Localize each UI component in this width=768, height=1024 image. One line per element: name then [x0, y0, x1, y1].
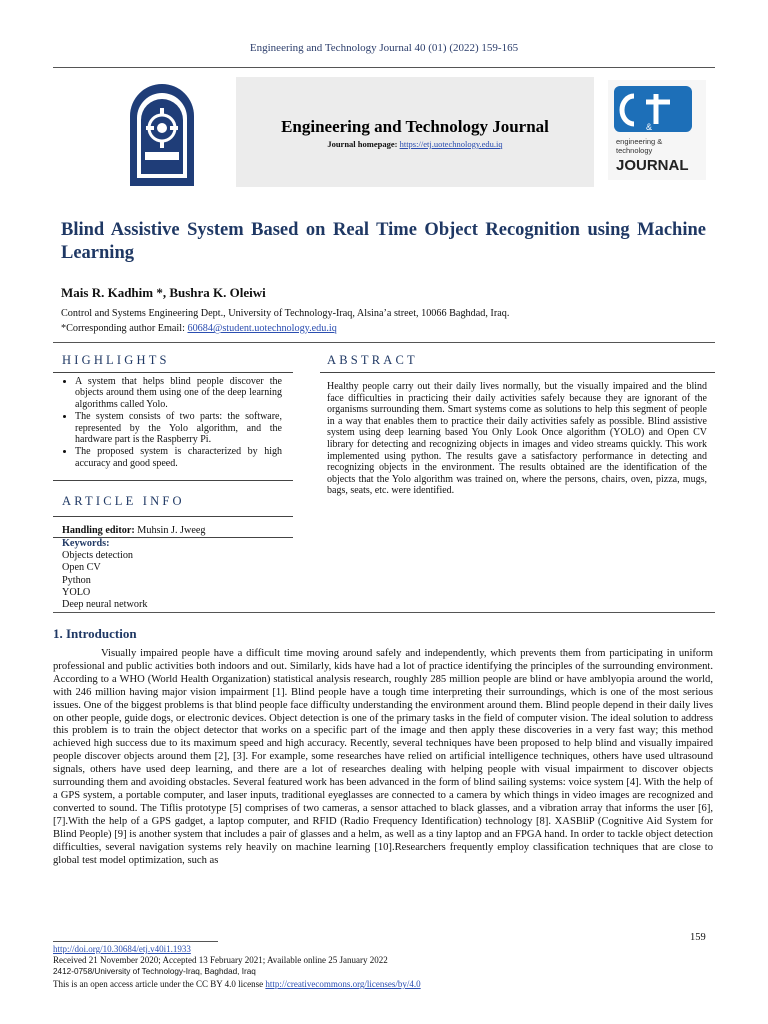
keywords-list: [62, 550, 147, 611]
keywords-label: Keywords:: [62, 538, 110, 549]
homepage-label: Journal homepage:: [327, 139, 398, 149]
university-emblem-icon: [128, 78, 196, 188]
keyword: Python: [62, 574, 91, 586]
svg-text:technology: technology: [616, 146, 653, 155]
svg-text:&: &: [646, 122, 653, 132]
keyword: YOLO: [62, 586, 91, 598]
keyword: Objects detection: [62, 550, 134, 561]
introduction-heading: 1. Introduction: [53, 626, 137, 641]
journal-name: Engineering and Technology Journal: [281, 117, 549, 136]
highlights-rule: [53, 372, 293, 373]
footer-rule: [53, 941, 218, 942]
paper-title: Blind Assistive System Based on Real Time Object Recognition using Machine Learning: [61, 220, 706, 263]
highlight-item: • The proposed system is characterized by high accuracy and good speed.: [75, 446, 282, 469]
corr-label: *Corresponding author Email:: [61, 323, 185, 334]
handling-editor: [62, 525, 206, 536]
header-divider: [53, 67, 715, 68]
journal-citation: Engineering and Technology Journal 40 (01) (2022) 159-165: [249, 42, 519, 54]
abstract-text: Healthy people carry out their daily lives normally, but the visually impaired and the blind face difficulties in practicing their daily activities safely because they are ignorant of the organisms surrounding them. Smart systems come as solutions to help this segment of people in a way that enables them to practice their daily activities safely as possible. Blind assistive system using deep learning based You Only Look Once algorithm (YOLO) and Open CV library for detecting and recognizing objects in images and video streams quickly. This work implemented using python. The results gave a satisfactory performance in detecting and recognizing objects in the environment. The results obtained are the identification of the objects that the Yolo algorithm was trained on, where the persons, chairs, oven, pizza, mugs, bags, seats, etc. were identified.: [327, 381, 707, 497]
doi: [53, 944, 191, 954]
article-info-rule: [53, 516, 293, 517]
abstract-rule: [320, 372, 715, 373]
article-info-heading: ARTICLE INFO: [62, 494, 185, 508]
keyword: Open CV: [62, 562, 101, 574]
keywords-bottom-rule: [53, 612, 715, 613]
highlights-list: [62, 376, 282, 470]
issn: 2412-0758/University of Technology-Iraq, Baghdad, Iraq: [53, 967, 256, 976]
keyword: Deep neural network: [62, 599, 148, 611]
section-divider: [53, 342, 715, 343]
highlight-item: • A system that helps blind people discover the objects around them using one of the deep learning algorithms called Yolo.: [75, 376, 282, 410]
authors: Mais R. Kadhim *, Bushra K. Oleiwi: [61, 285, 266, 300]
received-dates: Received 21 November 2020; Accepted 13 February 2021; Available online 25 January 2022: [53, 955, 388, 965]
license-text: This is an open access article under the CC BY 4.0 license: [53, 979, 264, 989]
et-journal-logo-icon: [608, 80, 706, 180]
corresponding-author: [61, 323, 337, 334]
affiliation: Control and Systems Engineering Dept., University of Technology-Iraq, Alsina’a street, 10066 Baghdad, Iraq.: [61, 308, 510, 319]
corr-email-link[interactable]: 60684@student.uotechnology.edu.iq: [187, 323, 337, 334]
journal-homepage: [236, 139, 594, 149]
highlight-item: • The system consists of two parts: the software, represented by the Yolo algorithm, and the hardware part is the Raspberry Pi.: [75, 411, 282, 445]
university-logo: [128, 78, 196, 188]
highlights-heading: HIGHLIGHTS: [62, 353, 170, 367]
svg-text:engineering &: engineering &: [616, 137, 663, 146]
handling-editor-label: Handling editor:: [62, 525, 135, 536]
highlights-bottom-rule: [53, 480, 293, 481]
abstract-heading: ABSTRACT: [327, 353, 418, 367]
svg-text:JOURNAL: JOURNAL: [616, 157, 689, 174]
page-number: 159: [690, 932, 706, 943]
license-link[interactable]: http://creativecommons.org/licenses/by/4.0: [265, 979, 421, 989]
handling-editor-name: Muhsin J. Jweeg: [137, 525, 206, 536]
license: [53, 979, 421, 989]
journal-logo: [608, 80, 706, 180]
introduction-body: Visually impaired people have a difficult time moving around safely and independently, which prevents them from participating in uniform professional and public activities both indoors and out. Similarly, kids have had a lot of practice identifying the principles of the surrounding environment. According to a WHO (World Health Organization) statistical analysis research, roughly 285 million people are blind or have amblyopia around the world, with 246 million having major vision impairment [1]. Blind people have a tough time interpreting their surroundings, which is one of the most serious issues. One of the biggest problems is that blind people face difficulty understanding the environment around them. Blind people depend in their daily lives on other people, guide dogs, or electronic devices. Object detection is one of the primary tasks in the field of computer vision. The ideal solution to address this problem is to train the object detector that works on a specific part of the image and then apply these discoveries in a very fast way; this method achieved high success due to its maximum speed and high accuracy. Recently, several techniques have been proposed to help blind and visually impaired people discover objects around them [2], [3]. For example, some researches have relied on artificial intelligence techniques, others have used ultrasound signals, others have used deep learning, and there are a lot of researches dealing with helping people with visual impairment to discover objects surrounding them and avoiding obstacles. Several featured work has been advanced in the form of blind sailing systems: voice system [4]. With the help of a GPS system, a portable computer, and laser inputs, traditional eyeglasses are connected to a camera by which things in video images are recognized and converted to sound. The Tiflis prototype [5] comprises of two cameras, a sensor attached to black glasses, and a vibration array that informs the user [6], [7].With the help of a GPS gadget, a laptop computer, and RFID (Radio Frequency Identification) technology [8]. XASBliP (Cognitive Aid System for Blind People) [9] is another system that includes a pair of glasses and a helm, as well as a tiny laptop and an FPGA hand. In order to tackle object detection difficulties, several navigation systems rely heavily on machine learning [10].Researchers frequently employ classification techniques that are close to global test model optimization, such as: [53, 648, 713, 866]
doi-link[interactable]: http://doi.org/10.30684/etj.v40i1.1933: [53, 944, 191, 954]
homepage-link[interactable]: https://etj.uotechnology.edu.iq: [399, 139, 503, 149]
